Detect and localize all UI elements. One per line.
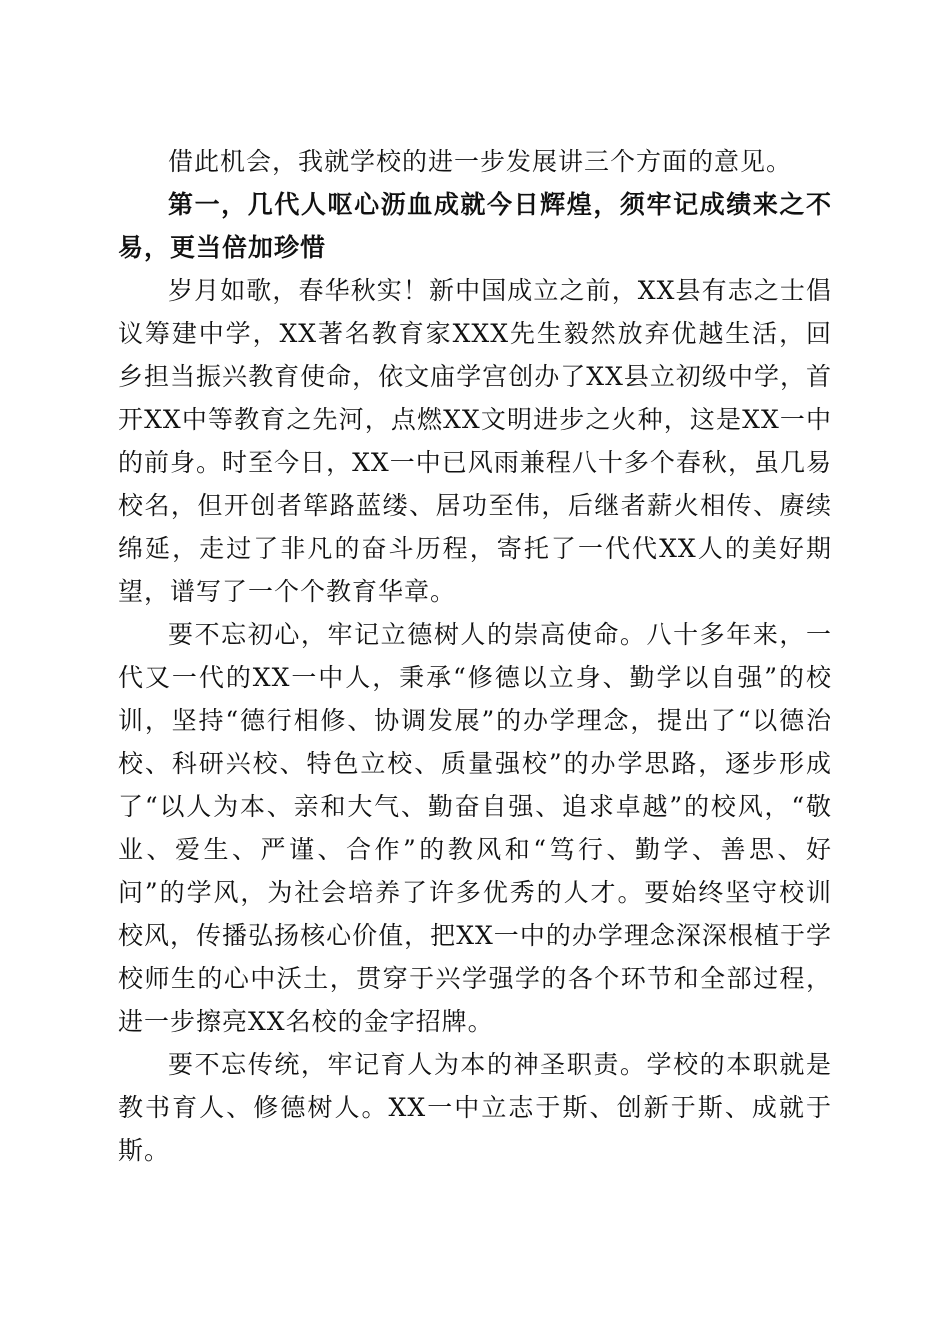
intro-paragraph: 借此机会，我就学校的进一步发展讲三个方面的意见。 (168, 147, 793, 176)
history-paragraph: 岁月如歌，春华秋实！新中国成立之前，XX县有志之士倡议筹建中学，XX著名教育家XXX先生毅然放弃优越生活，回乡担当振兴教育使命，依文庙学宫创办了XX县立初级中学，首开XX中等教育之先河，点燃XX文明进步之火种，这是XX一中的前身。时至今日，XX一中已风雨兼程八十多个春秋，虽几易校名，但开创者筚路蓝缕、居功至伟，后继者薪火相传、赓续绵延，走过了非凡的奋斗历程，寄托了一代代XX人的美好期望，谱写了一个个教育华章。 (118, 276, 832, 606)
mission-paragraph: 要不忘初心，牢记立德树人的崇高使命。八十多年来，一代又一代的XX一中人，秉承“修德以立身、勤学以自强”的校训，坚持“德行相修、协调发展”的办学理念，提出了“以德治校、科研兴校、特色立校、质量强校”的办学思路，逐步形成了“以人为本、亲和大气、勤奋自强、追求卓越”的校风，“敬业、爱生、严谨、合作”的教风和“笃行、勤学、善思、好问”的学风，为社会培养了许多优秀的人才。要始终坚守校训校风，传播弘扬核心价值，把XX一中的办学理念深深根植于学校师生的心中沃土，贯穿于兴学强学的各个环节和全部过程，进一步擦亮XX名校的金字招牌。 (118, 620, 832, 1036)
tradition-paragraph: 要不忘传统，牢记育人为本的神圣职责。学校的本职就是教书育人、修德树人。XX一中立志于斯、创新于斯、成就于斯。 (118, 1050, 832, 1165)
section-heading-first: 第一，几代人呕心沥血成就今日辉煌，须牢记成绩来之不易，更当倍加珍惜 (118, 190, 832, 262)
document-page (118, 140, 832, 1172)
